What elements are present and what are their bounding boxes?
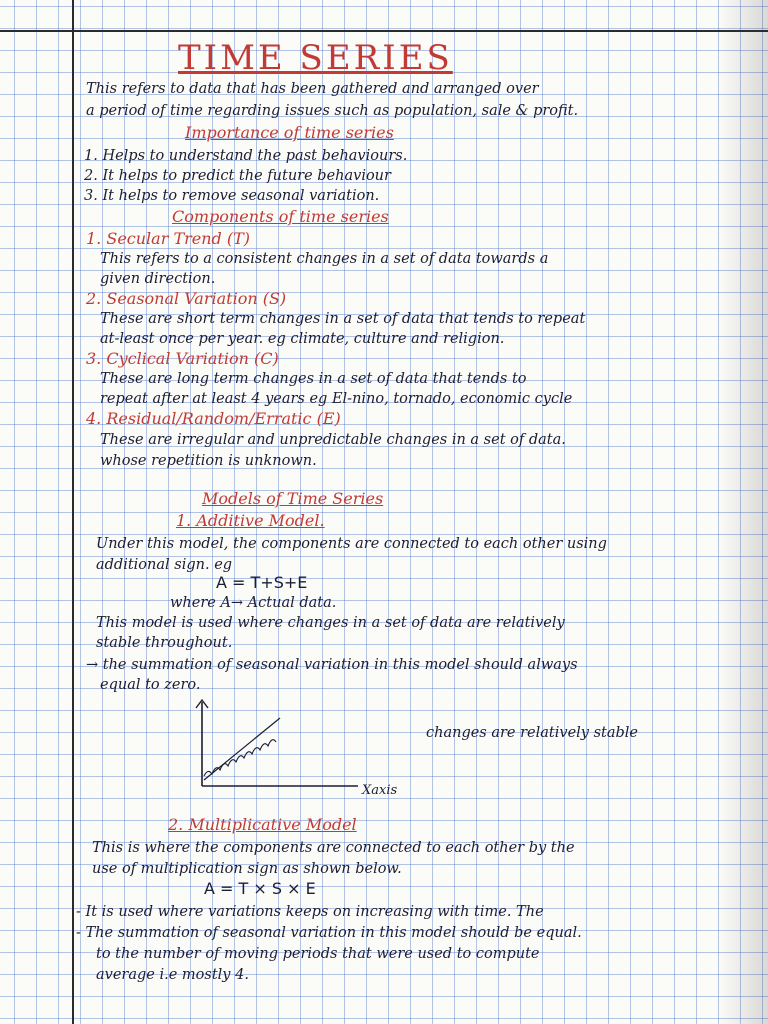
additive-where: where A→ Actual data.: [170, 595, 337, 611]
intro-line: This refers to data that has been gathered and arranged over: [86, 81, 539, 97]
additive-trend-graph: [188, 698, 368, 798]
component-text: whose repetition is unknown.: [100, 453, 317, 469]
multiplicative-note: - The summation of seasonal variation in this model should be equal.: [76, 925, 582, 941]
multiplicative-text: use of multiplication sign as shown below.: [92, 861, 402, 877]
component-text: repeat after at least 4 years eg El-nino, tornado, economic cycle: [100, 391, 573, 407]
component-title: 1. Secular Trend (T): [86, 229, 251, 248]
component-text: These are long term changes in a set of data that tends to: [100, 371, 527, 387]
margin-line-horizontal: [0, 30, 768, 32]
trend-line: [204, 718, 280, 780]
component-text: given direction.: [100, 271, 216, 287]
component-title: 3. Cyclical Variation (C): [86, 349, 279, 368]
multiplicative-equation: A = T × S × E: [204, 879, 316, 898]
additive-text: This model is used where changes in a set of data are relatively: [96, 615, 565, 631]
components-heading: Components of time series: [172, 207, 389, 226]
multiplicative-text: This is where the components are connected to each other by the: [92, 840, 575, 856]
component-text: These are short term changes in a set of data that tends to repeat: [100, 311, 586, 327]
margin-line-vertical: [72, 0, 74, 1024]
page-edge-shadow: [718, 0, 768, 1024]
component-text: at-least once per year. eg climate, culture and religion.: [100, 331, 505, 347]
component-text: These are irregular and unpredictable changes in a set of data.: [100, 432, 566, 448]
graph-note: changes are relatively stable: [426, 725, 639, 741]
multiplicative-note: - It is used where variations keeps on increasing with time. The: [76, 904, 544, 920]
component-title: 2. Seasonal Variation (S): [86, 289, 287, 308]
multiplicative-title: 2. Multiplicative Model: [168, 815, 357, 834]
additive-text: additional sign. eg: [96, 557, 233, 573]
x-axis-label: Xaxis: [362, 783, 398, 798]
multiplicative-note: to the number of moving periods that were used to compute: [96, 946, 540, 962]
importance-item: 1. Helps to understand the past behaviours.: [84, 148, 408, 164]
importance-heading: Importance of time series: [185, 123, 394, 142]
additive-text: → the summation of seasonal variation in this model should always: [86, 657, 578, 673]
additive-equation: A = T+S+E: [216, 573, 308, 592]
intro-line: a period of time regarding issues such as population, sale & profit.: [86, 103, 579, 119]
importance-item: 2. It helps to predict the future behaviour: [84, 168, 391, 184]
multiplicative-note: average i.e mostly 4.: [96, 967, 249, 983]
importance-item: 3. It helps to remove seasonal variation.: [84, 188, 380, 204]
additive-text: stable throughout.: [96, 635, 233, 651]
page-title: TIME SERIES: [178, 38, 453, 78]
component-text: This refers to a consistent changes in a set of data towards a: [100, 251, 549, 267]
additive-text: Under this model, the components are connected to each other using: [96, 536, 607, 552]
additive-title: 1. Additive Model.: [176, 511, 325, 530]
component-title: 4. Residual/Random/Erratic (E): [86, 409, 341, 428]
models-heading: Models of Time Series: [202, 489, 384, 508]
additive-text: equal to zero.: [100, 677, 201, 693]
